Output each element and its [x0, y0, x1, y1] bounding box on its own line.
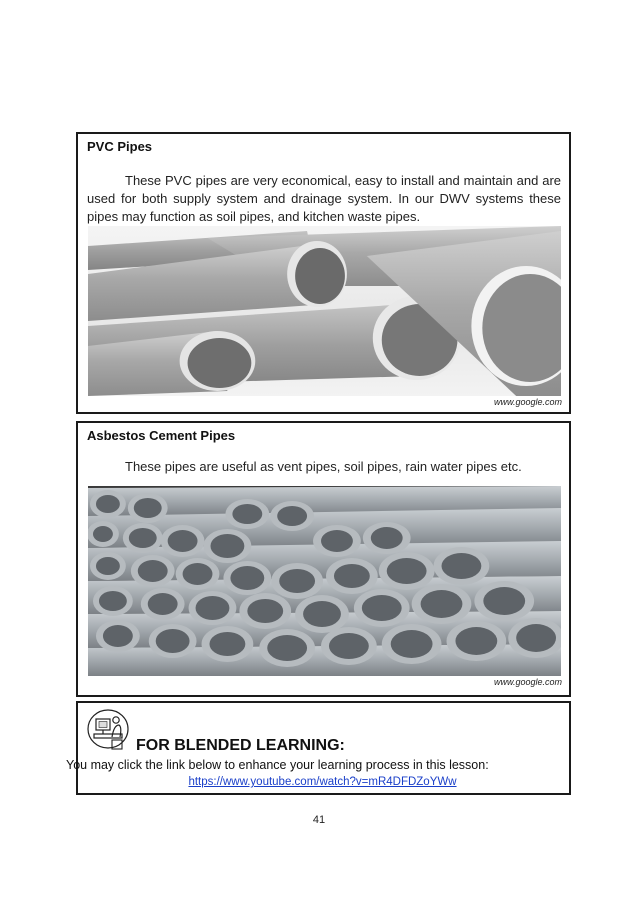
pvc-paragraph: These PVC pipes are very economical, easy to install and maintain and are used for both supply system and drainage system. In our DWV systems these pipes may function as soil pipes, and kitchen waste pipes.	[87, 173, 561, 224]
youtube-lesson-link[interactable]: https://www.youtube.com/watch?v=mR4DFDZoYWw	[188, 776, 457, 788]
asbestos-title: Asbestos Cement Pipes	[87, 428, 236, 443]
asbestos-pipes-photo	[88, 486, 561, 676]
pvc-image-credit: www.google.com	[493, 397, 562, 407]
asbestos-pipes-illustration	[88, 486, 561, 676]
blended-learning-text: You may click the link below to enhance your learning process in this lesson:	[66, 758, 489, 772]
asbestos-paragraph: These pipes are useful as vent pipes, soil pipes, rain water pipes etc.	[125, 459, 522, 474]
pvc-pipes-illustration	[88, 226, 561, 396]
blended-learning-title: FOR BLENDED LEARNING:	[136, 737, 345, 754]
asbestos-pipes-section	[76, 421, 571, 697]
page-number: 41	[312, 814, 326, 826]
blended-learning-section	[66, 701, 571, 795]
pvc-title: PVC Pipes	[87, 139, 153, 154]
pvc-pipes-section	[76, 132, 571, 414]
pvc-pipes-photo	[88, 226, 561, 396]
asbestos-image-credit: www.google.com	[493, 677, 562, 687]
computer-user-icon	[86, 707, 130, 751]
